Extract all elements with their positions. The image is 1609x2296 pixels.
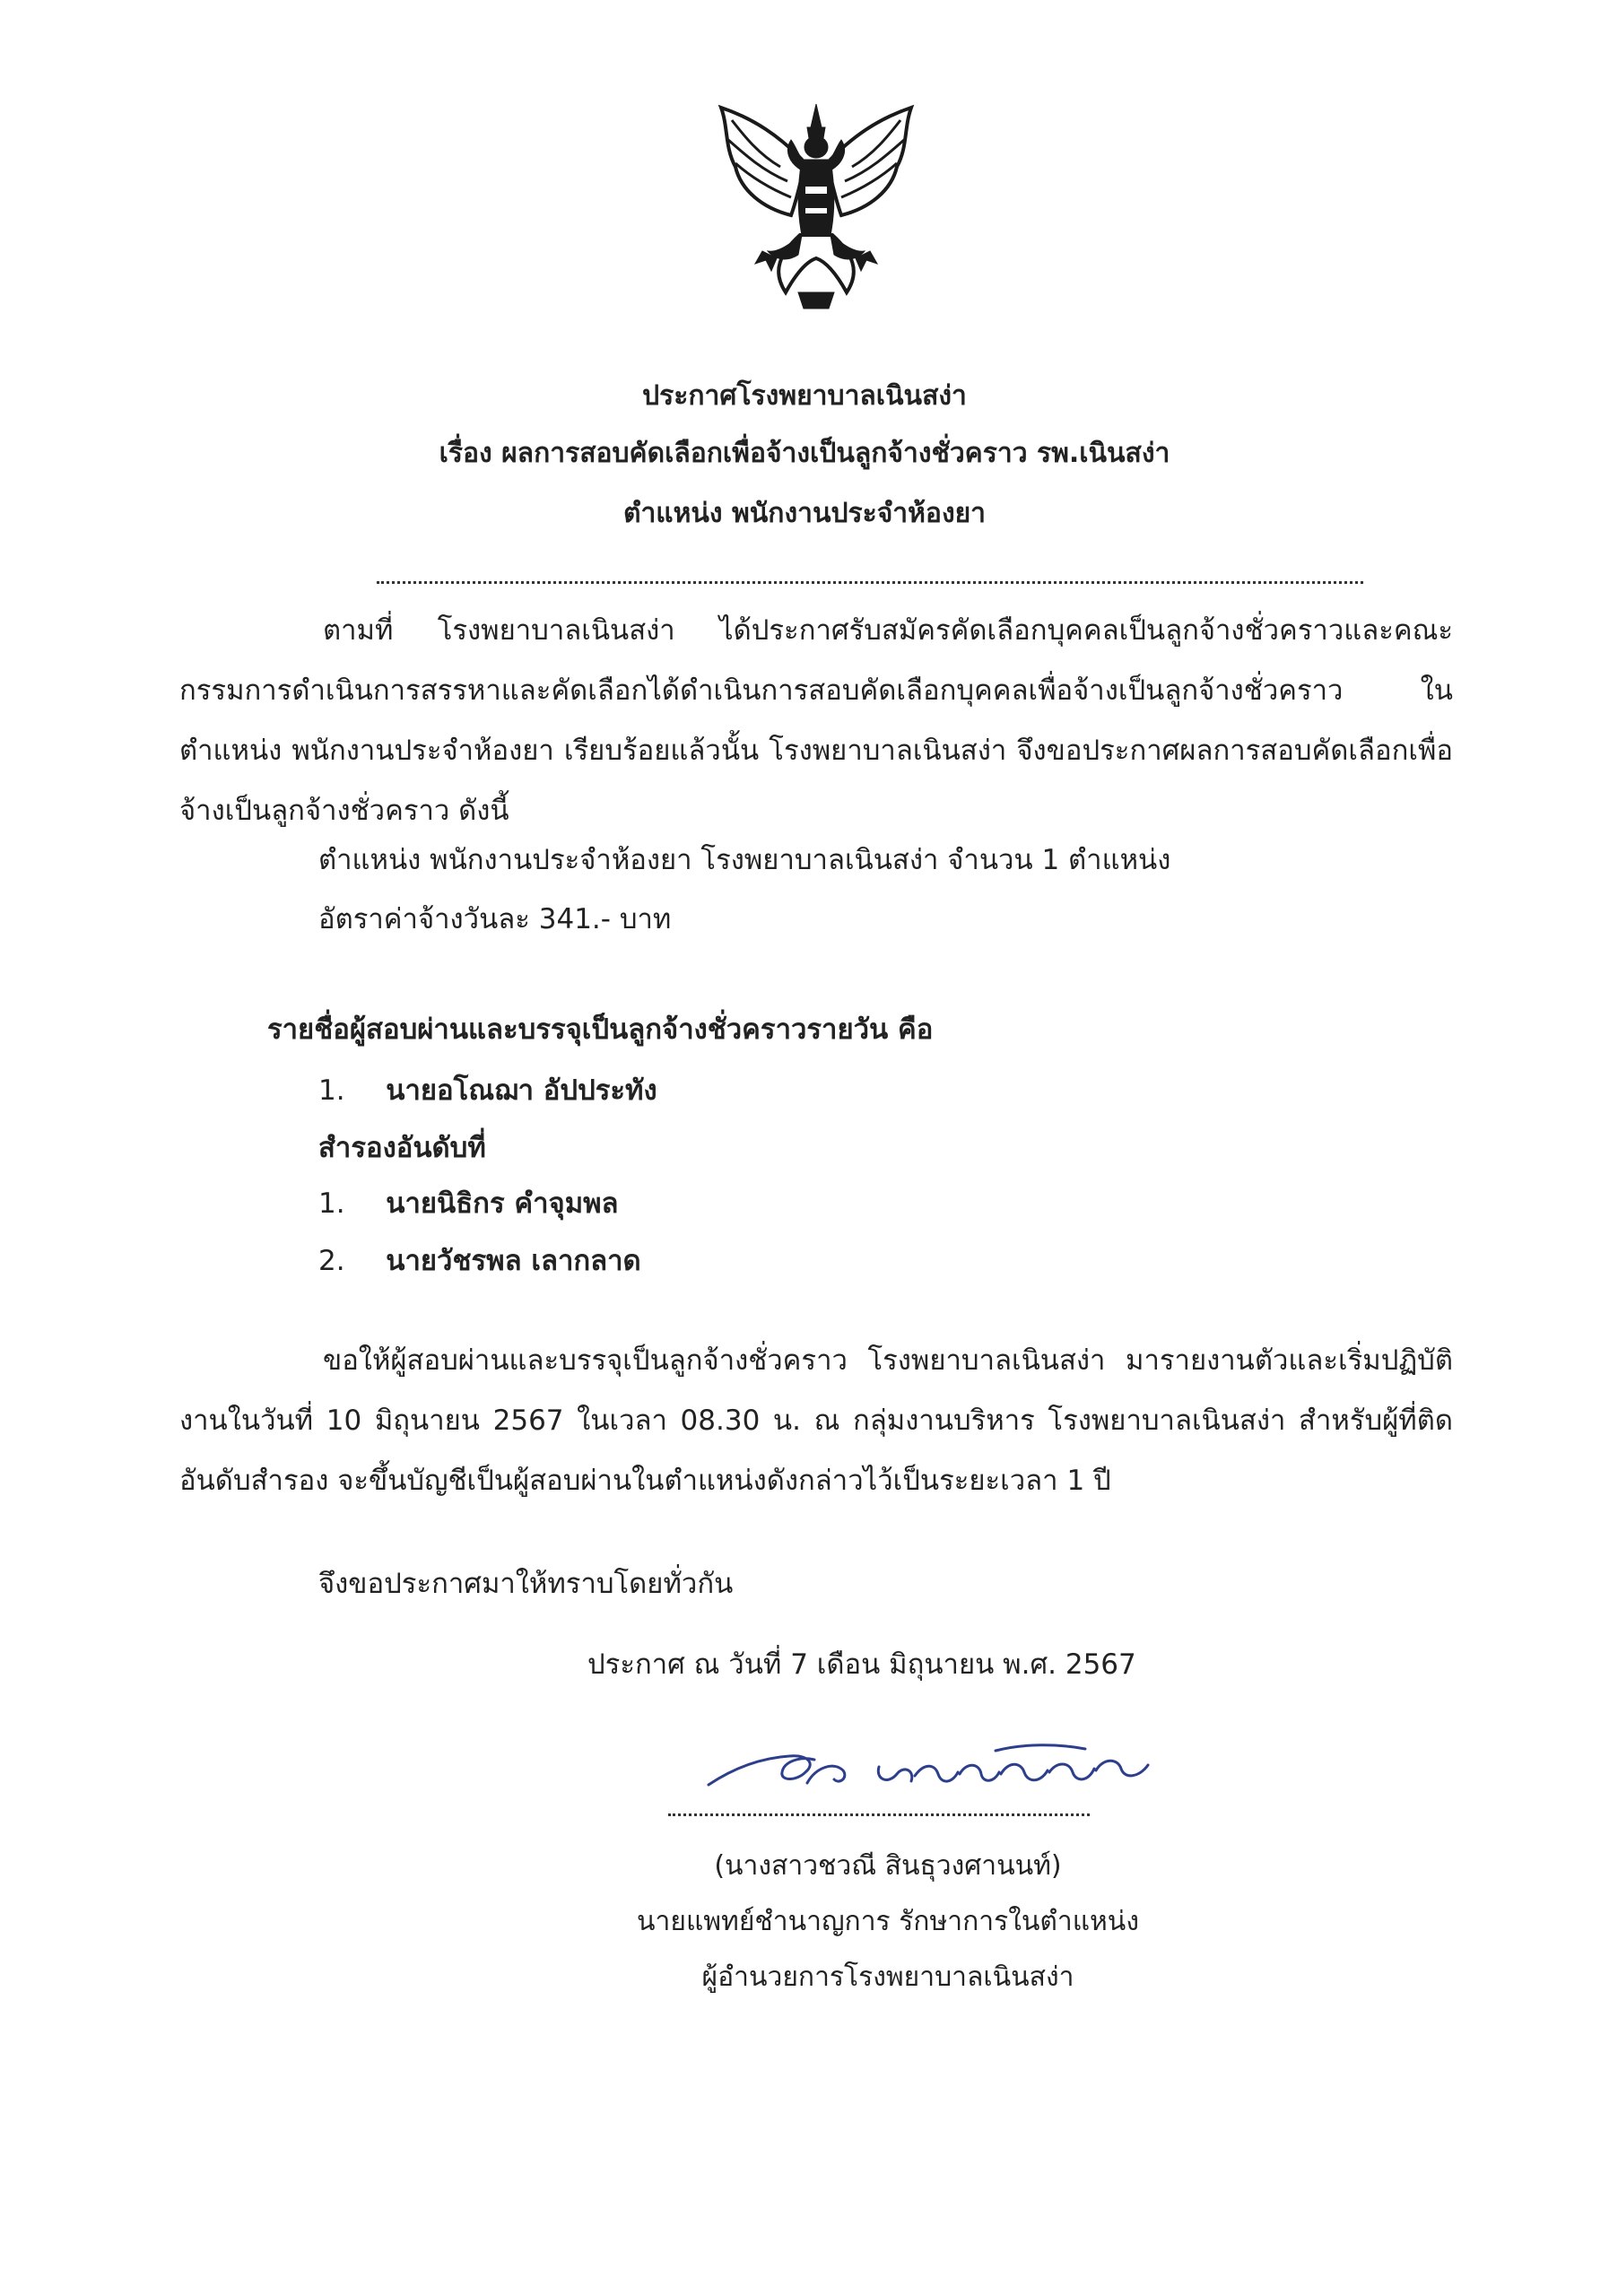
announcement-position: ตำแหน่ง พนักงานประจำห้องยา bbox=[622, 498, 987, 529]
signatory-office: ผู้อำนวยการโรงพยาบาลเนินสง่า bbox=[701, 1961, 1074, 1993]
announcement-subject: เรื่อง ผลการสอบคัดเลือกเพื่อจ้างเป็นลูกจ้างชั่วคราว รพ.เนินสง่า bbox=[439, 438, 1170, 469]
signature-line bbox=[668, 1813, 1090, 1816]
signature-icon bbox=[700, 1731, 1184, 1812]
position-detail: ตำแหน่ง พนักงานประจำห้องยา โรงพยาบาลเนินสง่า จำนวน 1 ตำแหน่ง bbox=[318, 844, 1171, 876]
signatory-title: นายแพทย์ชำนาญการ รักษาการในตำแหน่ง bbox=[637, 1906, 1139, 1937]
list-item-name: นายนิธิกร คำจุมพล bbox=[386, 1187, 619, 1220]
report-paragraph: ขอให้ผู้สอบผ่านและบรรจุเป็นลูกจ้างชั่วคราว โรงพยาบาลเนินสง่า มารายงานตัวและเริ่มปฏิบัติงานในวันที่ 10 มิถุนายน 2567 ในเวลา 08.30 น. ณ กลุ่มงานบริหาร โรงพยาบาลเนินสง่า สำหรับผู้ที่ติดอันดับสำรอง จะขึ้นบัญชีเป็นผู้สอบผ่านในตำแหน่งดังกล่าวไว้เป็นระยะเวลา 1 ปี bbox=[179, 1344, 1453, 1497]
announcement-title: ประกาศโรงพยาบาลเนินสง่า bbox=[642, 380, 967, 412]
list-item-number: 1. bbox=[318, 1187, 345, 1220]
garuda-emblem-icon bbox=[709, 100, 924, 311]
date-line: ประกาศ ณ วันที่ 7 เดือน มิถุนายน พ.ศ. 2567 bbox=[587, 1648, 1136, 1681]
closing-line: จึงขอประกาศมาให้ทราบโดยทั่วกัน bbox=[318, 1568, 734, 1600]
list-item-name: นายอโณฌา อัปประทัง bbox=[386, 1074, 657, 1107]
intro-paragraph: ตามที่ โรงพยาบาลเนินสง่า ได้ประกาศรับสมัครคัดเลือกบุคคลเป็นลูกจ้างชั่วคราวและคณะกรรมการดำเนินการสรรหาและคัดเลือกได้ดำเนินการสอบคัดเลือกบุคคลเพื่อจ้างเป็นลูกจ้างชั่วคราว ในตำแหน่ง พนักงานประจำห้องยา เรียบร้อยแล้วนั้น โรงพยาบาลเนินสง่า จึงขอประกาศผลการสอบคัดเลือกเพื่อจ้างเป็นลูกจ้างชั่วคราว ดังนี้ bbox=[179, 614, 1453, 827]
passed-heading: รายชื่อผู้สอบผ่านและบรรจุเป็นลูกจ้างชั่วคราวรายวัน คือ bbox=[267, 1013, 934, 1046]
reserve-heading: สำรองอันดับที่ bbox=[318, 1132, 486, 1164]
reserve-list-item bbox=[318, 1184, 619, 1223]
list-item-number: 1. bbox=[318, 1074, 345, 1107]
reserve-list-item bbox=[318, 1241, 641, 1281]
list-item-number: 2. bbox=[318, 1245, 345, 1277]
passed-list-item bbox=[318, 1071, 657, 1110]
wage-rate: อัตราค่าจ้างวันละ 341.- บาท bbox=[318, 903, 672, 935]
list-item-name: นายวัชรพล เลากลาด bbox=[386, 1245, 641, 1277]
header-divider bbox=[377, 581, 1363, 584]
signatory-name: (นางสาวชวณี สินธุวงศานนท์) bbox=[714, 1850, 1062, 1882]
